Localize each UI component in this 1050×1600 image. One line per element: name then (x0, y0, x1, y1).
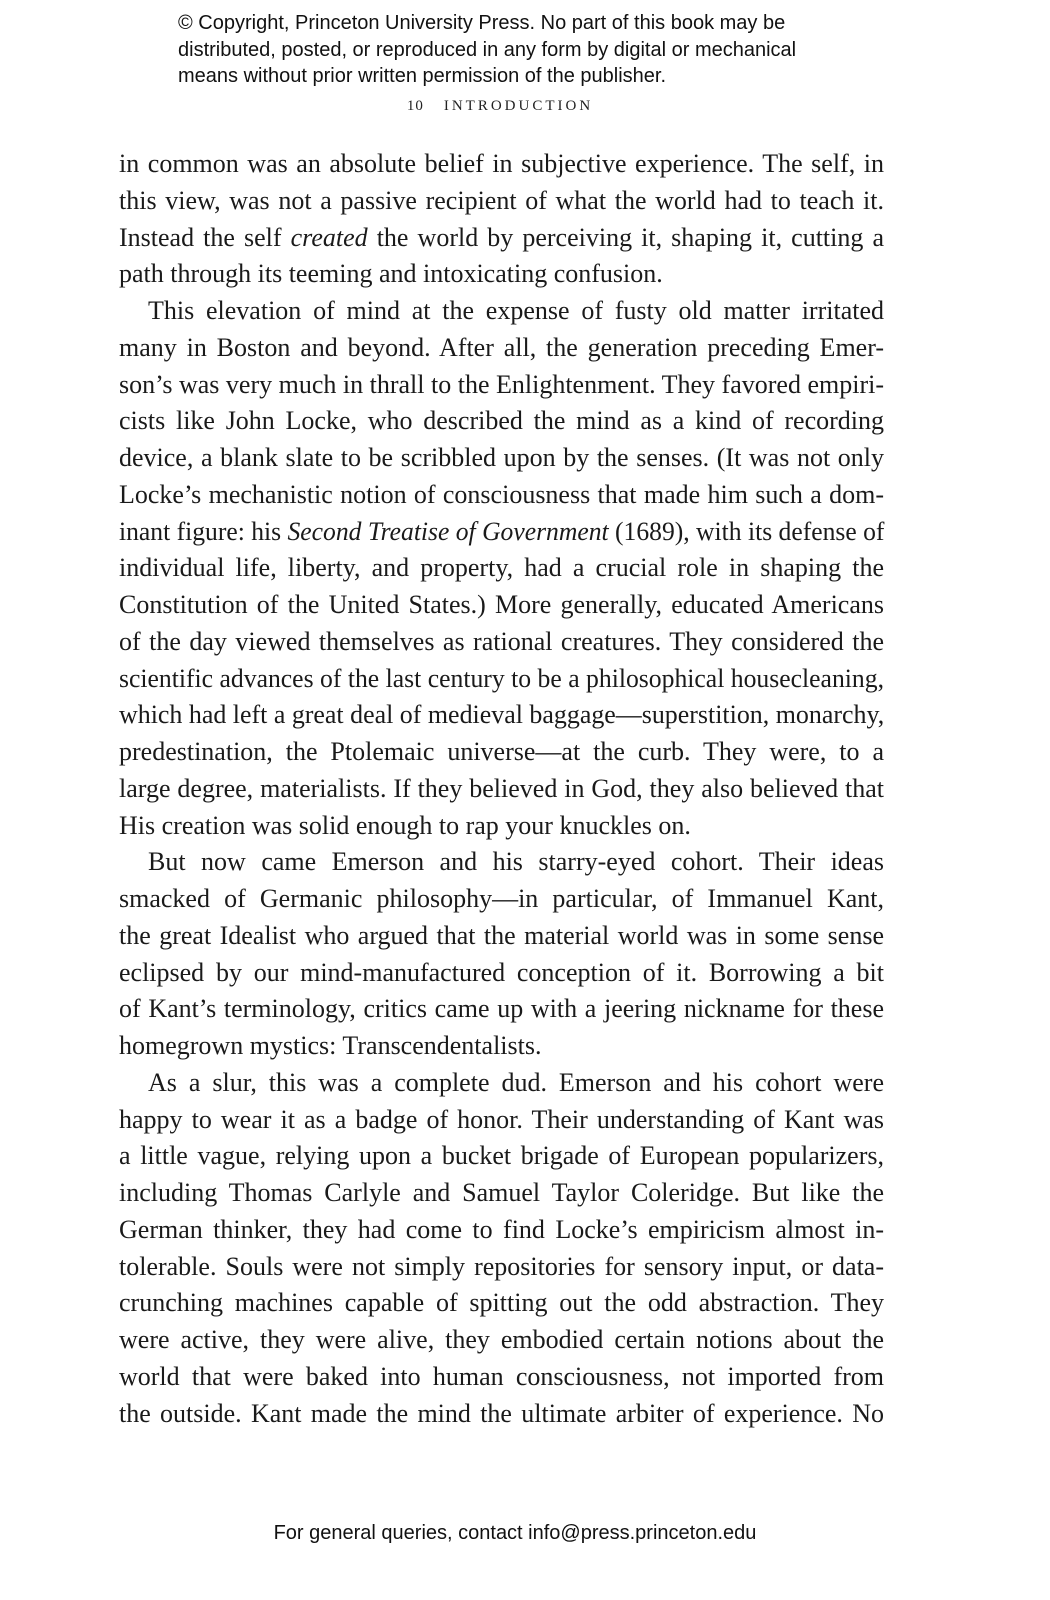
text-line (119, 808, 884, 845)
chapter-title: INTRODUCTION (443, 98, 594, 114)
text-line (119, 256, 884, 293)
copyright-line: © Copyright, Princeton University Press. No part of this book may be (178, 12, 786, 34)
text-segment: happy to wear it as a badge of honor. Their understanding of Kant was (119, 1104, 884, 1134)
body-text (119, 146, 884, 1432)
text-line (119, 587, 884, 624)
running-head (0, 98, 1000, 115)
text-segment: were active, they were alive, they embodied certain notions about the (119, 1325, 884, 1354)
text-line (119, 1028, 884, 1065)
text-line (119, 440, 884, 477)
paragraph (119, 146, 884, 293)
text-line (119, 293, 884, 330)
text-segment: smacked of Germanic philosophy—in particular, of Immanuel Kant, (119, 884, 884, 913)
text-line (119, 1175, 884, 1212)
copyright-notice (178, 10, 796, 90)
text-segment: son’s was very much in thrall to the Enlightenment. They favored empiri- (119, 369, 884, 399)
text-line (119, 330, 884, 367)
text-line (119, 955, 884, 992)
text-segment: individual life, liberty, and property, had a crucial role in shaping the (119, 553, 884, 583)
text-segment: inant figure: his (119, 516, 288, 546)
text-segment: German thinker, they had come to find Locke’s empiricism almost in- (119, 1214, 884, 1244)
text-line (119, 146, 884, 183)
text-segment: which had left a great deal of medieval baggage—superstition, monarchy, (119, 700, 885, 730)
text-segment: homegrown mystics: Transcendentalists. (119, 1031, 542, 1060)
text-line (119, 1396, 884, 1433)
text-line (119, 624, 884, 661)
copyright-line: means without prior written permission of the publisher. (178, 65, 667, 87)
text-segment: As a slur, this was a complete dud. Emerson and his cohort were (148, 1067, 884, 1097)
text-segment: including Thomas Carlyle and Samuel Taylor Coleridge. But like the (119, 1178, 884, 1207)
text-segment: path through its teeming and intoxicating confusion. (119, 259, 663, 289)
text-segment: of Kant’s terminology, critics came up with a jeering nickname for these (119, 994, 884, 1024)
text-line (119, 991, 884, 1028)
text-line (119, 844, 884, 881)
text-segment: cists like John Locke, who described the mind as a kind of recording (119, 406, 884, 436)
text-segment: Locke’s mechanistic notion of consciousness that made him such a dom- (119, 479, 884, 509)
text-segment: many in Boston and beyond. After all, the generation preceding Emer- (119, 332, 884, 362)
text-line (119, 514, 884, 551)
text-segment: eclipsed by our mind-manufactured conception of it. Borrowing a bit (119, 957, 884, 987)
text-line (119, 1249, 884, 1286)
text-segment: a little vague, relying upon a bucket brigade of European popularizers, (119, 1141, 884, 1171)
text-segment: of the day viewed themselves as rational creatures. They considered the (119, 626, 884, 656)
text-line (119, 1102, 884, 1139)
text-line (119, 1138, 884, 1175)
paragraph (119, 293, 884, 844)
text-segment: Instead the self (119, 222, 291, 252)
text-segment: the outside. Kant made the mind the ultimate arbiter of experience. No (119, 1398, 884, 1428)
text-line (119, 1285, 884, 1322)
text-segment: tolerable. Souls were not simply repositories for sensory input, or data- (119, 1251, 884, 1281)
text-line (119, 697, 884, 734)
text-segment: the great Idealist who argued that the material world was in some sense (119, 920, 884, 950)
text-segment: in common was an absolute belief in subjective experience. The self, in (119, 149, 884, 178)
text-line (119, 367, 884, 404)
text-segment: This elevation of mind at the expense of fusty old matter irritated (148, 296, 884, 325)
paragraph (119, 1065, 884, 1433)
copyright-line: distributed, posted, or reproduced in any form by digital or mechanical (178, 38, 797, 61)
text-line (119, 477, 884, 514)
text-line (119, 550, 884, 587)
text-line (119, 661, 884, 698)
text-segment: this view, was not a passive recipient of what the world had to teach it. (119, 185, 884, 215)
text-line (119, 771, 884, 808)
text-line (119, 1322, 884, 1359)
text-segment: large degree, materialists. If they believed in God, they also believed that (119, 773, 884, 803)
text-line (119, 403, 884, 440)
text-line (119, 881, 884, 918)
text-line (119, 183, 884, 220)
italic-text: Second Treatise of Government (287, 516, 609, 546)
text-segment: device, a blank slate to be scribbled upon by the senses. (It was not only (119, 443, 884, 472)
text-segment: scientific advances of the last century to be a philosophical housecleaning, (119, 663, 884, 693)
text-segment: Constitution of the United States.) More generally, educated Americans (119, 590, 884, 619)
text-segment: world that were baked into human consciousness, not imported from (119, 1361, 884, 1391)
paragraph (119, 844, 884, 1065)
page-number: 10 (406, 98, 424, 114)
text-line (119, 1212, 884, 1249)
text-segment: the world by perceiving it, shaping it, cutting a (367, 222, 884, 252)
text-segment: But now came Emerson and his starry-eyed cohort. Their ideas (148, 847, 884, 877)
italic-text: created (290, 222, 368, 252)
text-segment: crunching machines capable of spitting out the odd abstraction. They (119, 1288, 884, 1318)
text-segment: predestination, the Ptolemaic universe—at the curb. They were, to a (119, 737, 884, 766)
text-line (119, 1065, 884, 1102)
text-segment: His creation was solid enough to rap your knuckles on. (119, 810, 691, 840)
text-line (119, 734, 884, 771)
text-line (119, 220, 884, 257)
footer-contact: For general queries, contact info@press.princeton.edu (273, 1522, 757, 1544)
text-line (119, 918, 884, 955)
text-line (119, 1359, 884, 1396)
text-segment: (1689), with its defense of (608, 516, 885, 546)
